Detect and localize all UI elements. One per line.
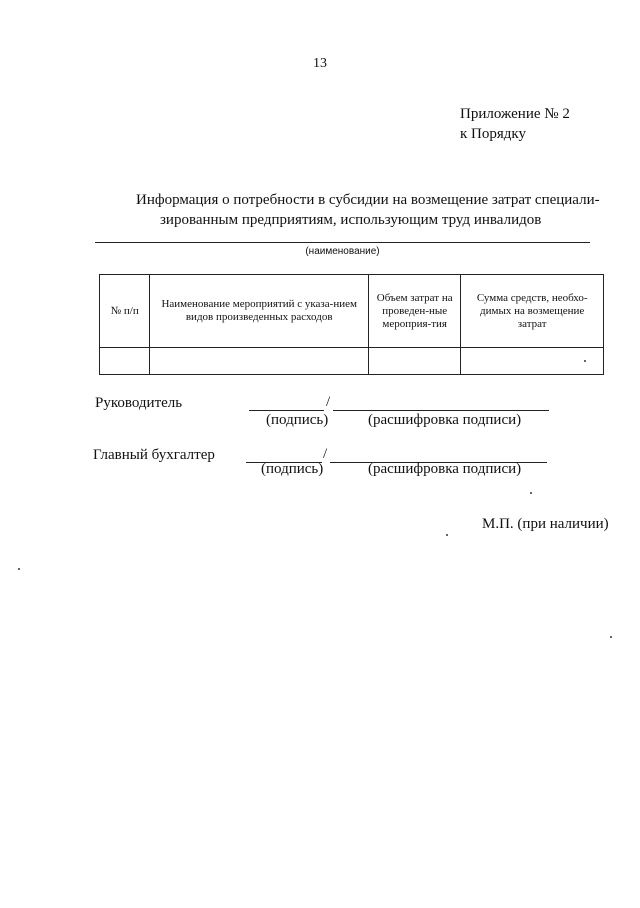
organization-name-line xyxy=(95,242,590,243)
document-title xyxy=(136,190,612,230)
organization-name-caption: (наименование) xyxy=(305,246,380,257)
page-number: 13 xyxy=(313,56,327,71)
head-signature-label: Руководитель xyxy=(95,395,183,411)
head-decode-caption: (расшифровка подписи) xyxy=(368,412,522,428)
head-decode-line xyxy=(333,410,549,411)
table-cell xyxy=(150,348,369,375)
title-line-2: зированным предприятиям, использующим труд инвалидов xyxy=(160,212,542,228)
accountant-signature-label: Главный бухгалтер xyxy=(93,447,215,463)
scan-speck xyxy=(446,534,448,536)
scan-speck xyxy=(610,636,612,638)
header-number: № п/п xyxy=(100,275,150,348)
scan-speck xyxy=(530,492,532,494)
appendix-note xyxy=(460,104,570,144)
header-compensation-sum: Сумма средств, необхо-димых на возмещение затрат xyxy=(461,275,604,348)
head-signature-slash: / xyxy=(326,394,331,410)
accountant-decode-caption: (расшифровка подписи) xyxy=(368,461,522,477)
accountant-signature-slash: / xyxy=(323,446,328,462)
header-costs: Объем затрат на проведен-ные мероприя-тия xyxy=(369,275,461,348)
scan-speck xyxy=(18,568,20,570)
header-activity-name: Наименование мероприятий с указа-нием видов произведенных расходов xyxy=(150,275,369,348)
table-cell xyxy=(100,348,150,375)
stamp-place: М.П. (при наличии) xyxy=(482,516,609,532)
appendix-line-2: к Порядку xyxy=(460,126,526,142)
table-cell xyxy=(369,348,461,375)
table-header-row xyxy=(100,275,604,348)
table-cell xyxy=(461,348,604,375)
table-row xyxy=(100,348,604,375)
scan-speck xyxy=(584,360,586,362)
head-signature-caption: (подпись) xyxy=(266,412,329,428)
data-table xyxy=(99,274,604,375)
accountant-signature-caption: (подпись) xyxy=(261,461,324,477)
appendix-line-1: Приложение № 2 xyxy=(460,106,570,122)
head-signature-line xyxy=(249,410,324,411)
title-line-1: Информация о потребности в субсидии на возмещение затрат специали- xyxy=(136,192,600,208)
